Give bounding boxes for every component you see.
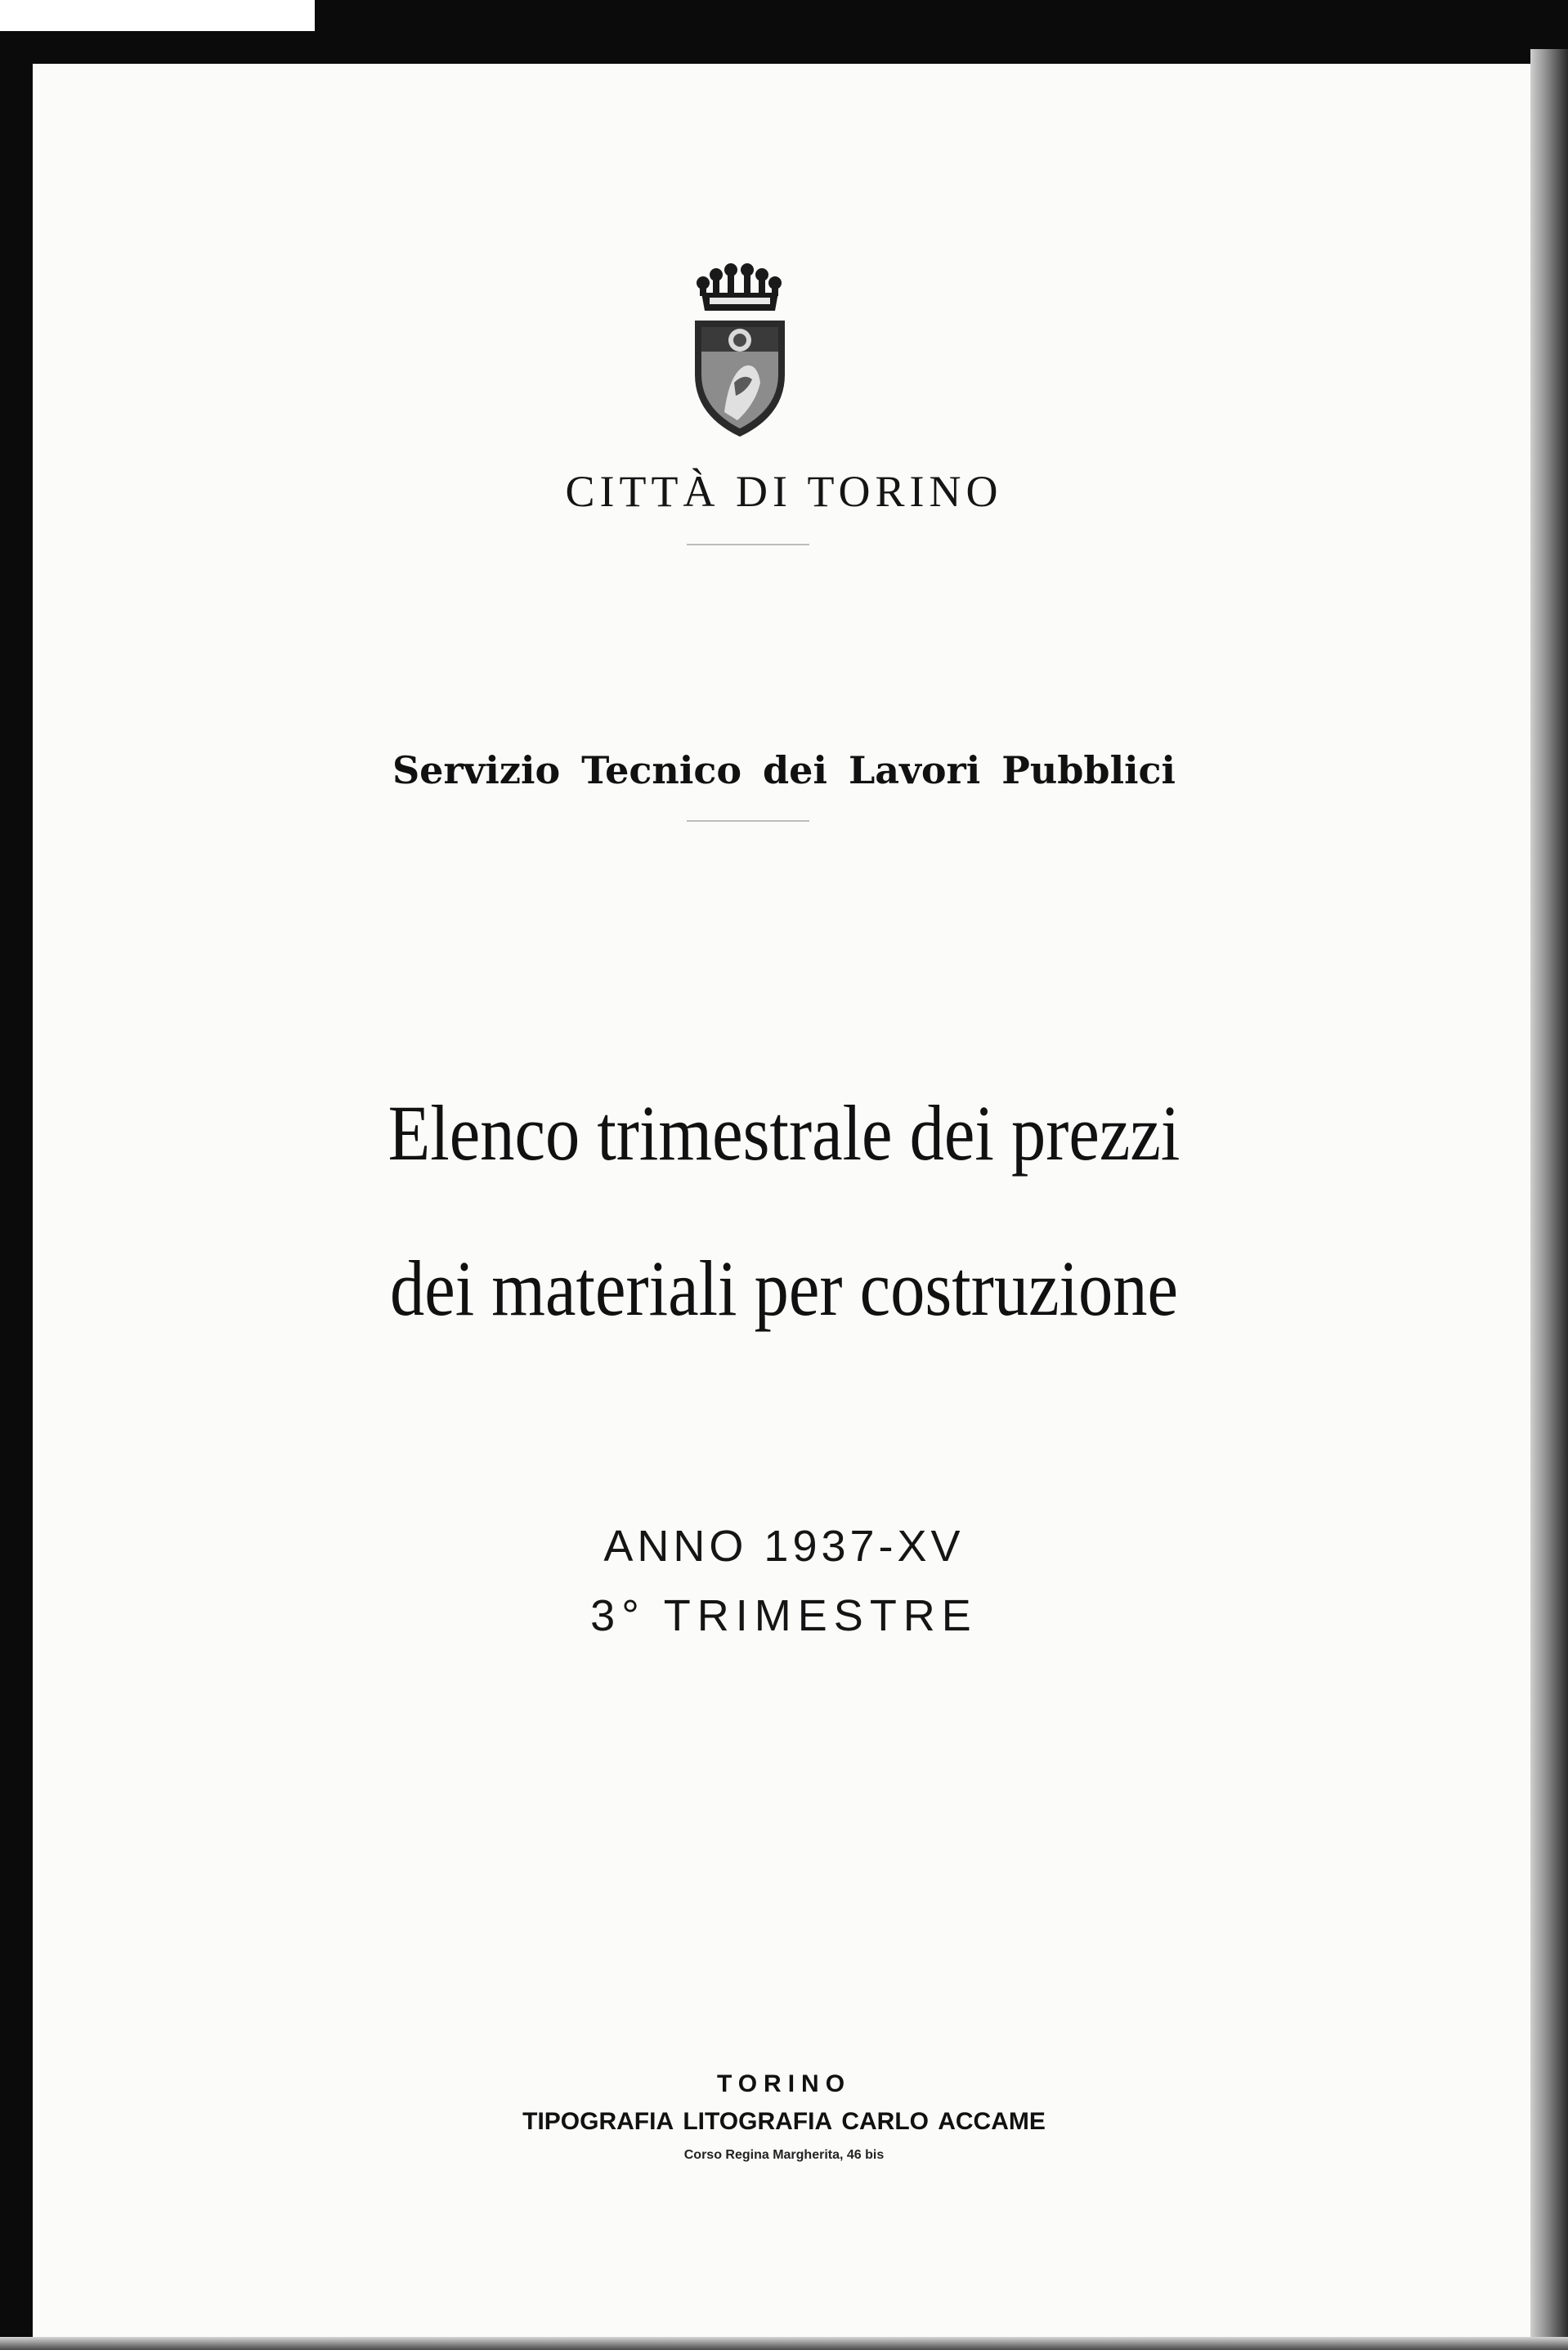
coat-of-arms-icon [687,260,793,440]
scan-right-edge [1530,49,1568,2350]
year-label: ANNO 1937-XV [603,1522,965,1571]
document-title-line-2: dei materiali per costruzione [389,1245,1179,1332]
document-title-line-1: Elenco trimestrale dei prezzi [388,1089,1180,1177]
divider-line [687,820,809,822]
scan-top-border [315,0,1568,64]
imprint-printer: TIPOGRAFIA LITOGRAFIA CARLO ACCAME [522,2108,1046,2135]
imprint-city: TORINO [716,2070,852,2097]
service-heading: Servizio Tecnico dei Lavori Pubblici [392,748,1176,792]
scan-top-left-border [0,31,315,64]
imprint-address: Corso Regina Margherita, 46 bis [683,2148,885,2162]
scan-left-border [0,31,33,2350]
quarter-label: 3° TRIMESTRE [590,1591,978,1640]
city-heading: CITTÀ DI TORINO [565,467,1003,516]
scan-bottom-edge [0,2337,1568,2350]
divider-line [687,544,809,545]
